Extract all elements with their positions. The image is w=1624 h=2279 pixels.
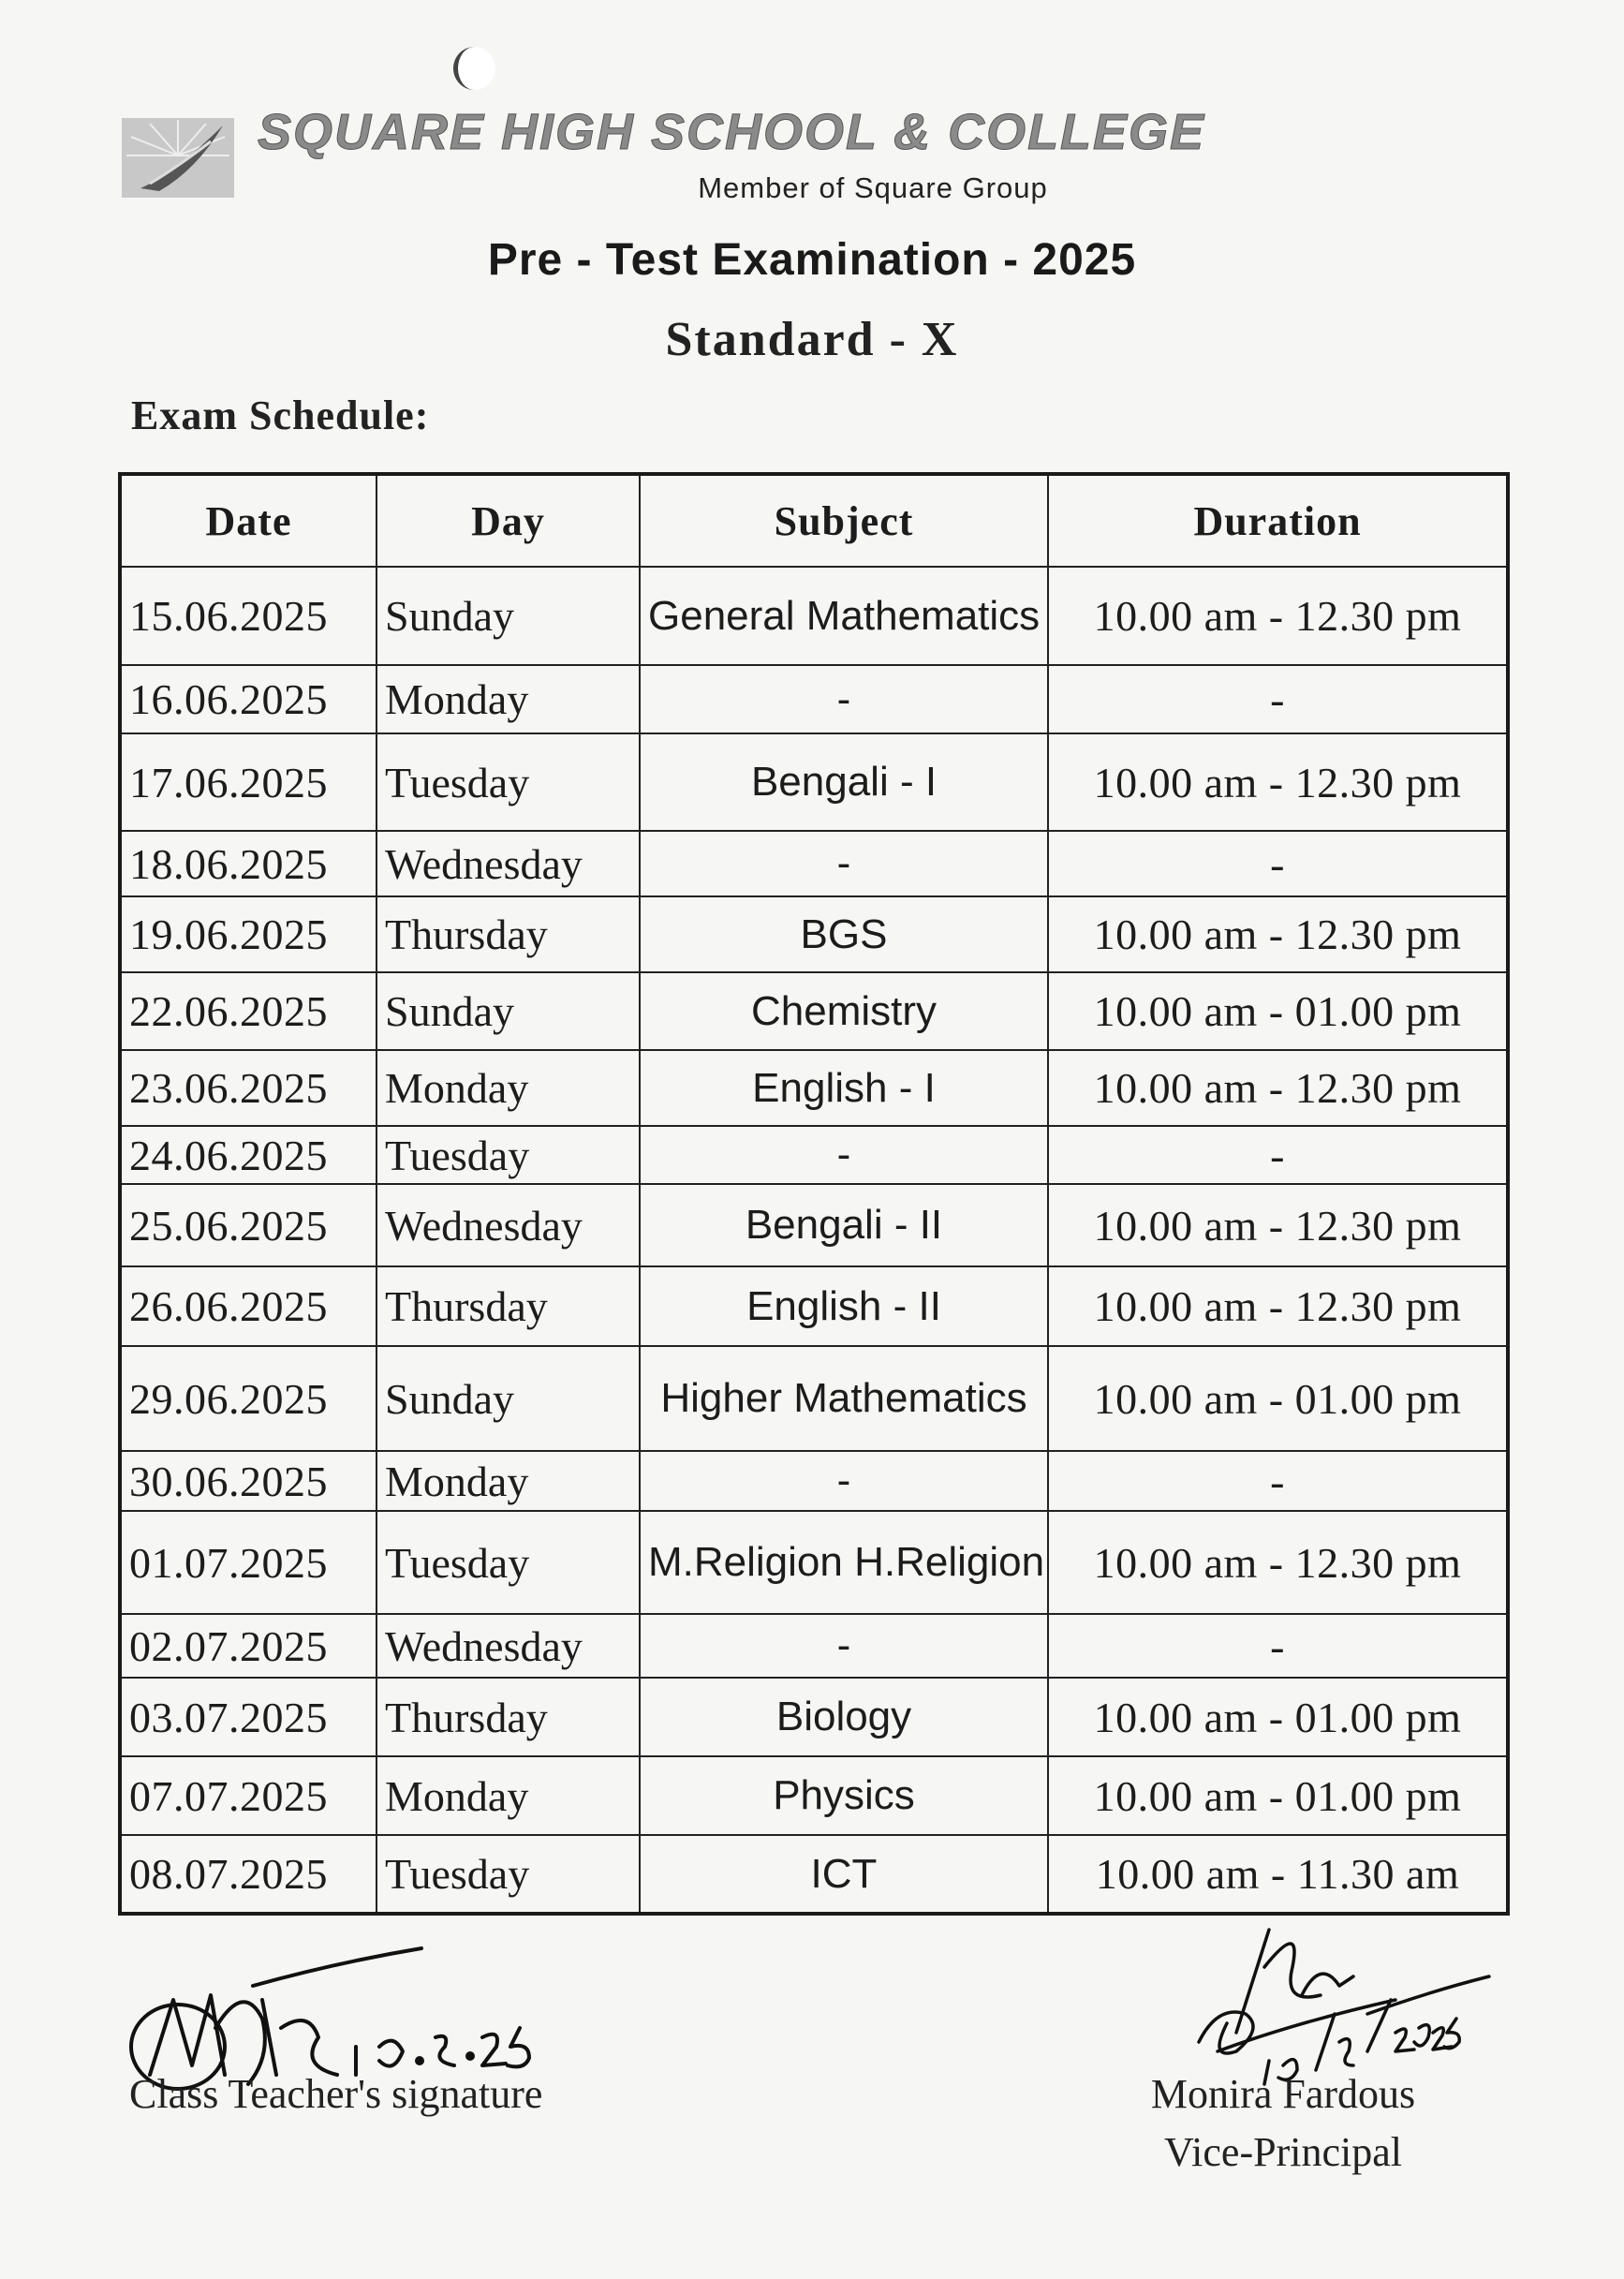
cell-day: Monday (376, 665, 640, 733)
cell-day: Tuesday (376, 1511, 640, 1614)
table-row (120, 1050, 1508, 1126)
cell-date: 24.06.2025 (120, 1126, 376, 1184)
cell-date: 29.06.2025 (120, 1346, 376, 1451)
table-row (120, 831, 1508, 896)
cell-date: 19.06.2025 (120, 896, 376, 972)
cell-date: 22.06.2025 (120, 972, 376, 1050)
cell-day: Wednesday (376, 831, 640, 896)
cell-date: 01.07.2025 (120, 1511, 376, 1614)
table-row (120, 665, 1508, 733)
cell-subject: BGS (640, 896, 1048, 972)
table-row (120, 1451, 1508, 1511)
table-row (120, 733, 1508, 831)
cell-date: 25.06.2025 (120, 1184, 376, 1266)
cell-subject: Biology (640, 1678, 1048, 1756)
cell-day: Sunday (376, 1346, 640, 1451)
cell-duration: 10.00 am - 01.00 pm (1048, 1678, 1508, 1756)
cell-duration: 10.00 am - 01.00 pm (1048, 1346, 1508, 1451)
cell-date: 16.06.2025 (120, 665, 376, 733)
vice-principal-title: Vice-Principal (1164, 2129, 1402, 2175)
cell-duration: - (1048, 1451, 1508, 1511)
cell-date: 18.06.2025 (120, 831, 376, 896)
cell-date: 23.06.2025 (120, 1050, 376, 1126)
cell-subject: - (640, 1126, 1048, 1184)
cell-subject: Chemistry (640, 972, 1048, 1050)
cell-duration: 10.00 am - 12.30 pm (1048, 896, 1508, 972)
cell-subject: - (640, 831, 1048, 896)
header-subject: Subject (640, 474, 1048, 567)
cell-day: Wednesday (376, 1184, 640, 1266)
cell-subject: ICT (640, 1835, 1048, 1914)
cell-day: Thursday (376, 896, 640, 972)
cell-subject: Higher Mathematics (640, 1346, 1048, 1451)
table-row (120, 1266, 1508, 1346)
exam-schedule-table (118, 472, 1510, 1916)
cell-date: 02.07.2025 (120, 1614, 376, 1678)
cell-date: 17.06.2025 (120, 733, 376, 831)
cell-duration: 10.00 am - 12.30 pm (1048, 1184, 1508, 1266)
table-row (120, 1678, 1508, 1756)
cell-subject: General Mathematics (640, 567, 1048, 665)
table-row (120, 1835, 1508, 1914)
cell-duration: 10.00 am - 01.00 pm (1048, 1756, 1508, 1835)
cell-day: Sunday (376, 567, 640, 665)
cell-day: Tuesday (376, 1835, 640, 1914)
schedule-label: Exam Schedule: (131, 392, 430, 438)
cell-date: 15.06.2025 (120, 567, 376, 665)
table-row (120, 1614, 1508, 1678)
cell-subject: English - I (640, 1050, 1048, 1126)
cell-subject: Physics (640, 1756, 1048, 1835)
cell-duration: 10.00 am - 11.30 am (1048, 1835, 1508, 1914)
cell-duration: 10.00 am - 12.30 pm (1048, 567, 1508, 665)
table-row (120, 567, 1508, 665)
table-header-row (120, 474, 1508, 567)
table-row (120, 1184, 1508, 1266)
cell-day: Monday (376, 1451, 640, 1511)
exam-title: Pre - Test Examination - 2025 (487, 235, 1137, 285)
cell-day: Monday (376, 1050, 640, 1126)
table-row (120, 1756, 1508, 1835)
punch-hole (453, 47, 495, 90)
cell-date: 03.07.2025 (120, 1678, 376, 1756)
cell-duration: 10.00 am - 12.30 pm (1048, 1050, 1508, 1126)
cell-day: Thursday (376, 1266, 640, 1346)
cell-day: Tuesday (376, 1126, 640, 1184)
cell-day: Sunday (376, 972, 640, 1050)
cell-subject: - (640, 1614, 1048, 1678)
cell-duration: - (1048, 831, 1508, 896)
cell-day: Tuesday (376, 733, 640, 831)
table-row (120, 972, 1508, 1050)
table-row (120, 1511, 1508, 1614)
cell-date: 07.07.2025 (120, 1756, 376, 1835)
cell-date: 26.06.2025 (120, 1266, 376, 1346)
vice-principal-name: Monira Fardous (1150, 2071, 1416, 2117)
cell-duration: - (1048, 665, 1508, 733)
cell-duration: 10.00 am - 12.30 pm (1048, 733, 1508, 831)
school-name: SQUARE HIGH SCHOOL & COLLEGE (258, 104, 1206, 160)
cell-subject: Bengali - I (640, 733, 1048, 831)
cell-subject: Bengali - II (640, 1184, 1048, 1266)
table-row (120, 1126, 1508, 1184)
member-text: Member of Square Group (698, 171, 1048, 204)
cell-date: 30.06.2025 (120, 1451, 376, 1511)
class-teacher-signature-label: Class Teacher's signature (129, 2071, 543, 2117)
cell-subject: - (640, 1451, 1048, 1511)
cell-duration: 10.00 am - 12.30 pm (1048, 1266, 1508, 1346)
cell-day: Thursday (376, 1678, 640, 1756)
table-row (120, 896, 1508, 972)
header-date: Date (120, 474, 376, 567)
header-day: Day (376, 474, 640, 567)
header-duration: Duration (1048, 474, 1508, 567)
table-row (120, 1346, 1508, 1451)
cell-date: 08.07.2025 (120, 1835, 376, 1914)
cell-duration: - (1048, 1126, 1508, 1184)
cell-subject: M.Religion H.Religion (640, 1511, 1048, 1614)
cell-duration: 10.00 am - 12.30 pm (1048, 1511, 1508, 1614)
cell-duration: 10.00 am - 01.00 pm (1048, 972, 1508, 1050)
cell-day: Wednesday (376, 1614, 640, 1678)
cell-subject: - (640, 665, 1048, 733)
cell-duration: - (1048, 1614, 1508, 1678)
cell-subject: English - II (640, 1266, 1048, 1346)
cell-day: Monday (376, 1756, 640, 1835)
standard-label: Standard - X (665, 313, 959, 366)
